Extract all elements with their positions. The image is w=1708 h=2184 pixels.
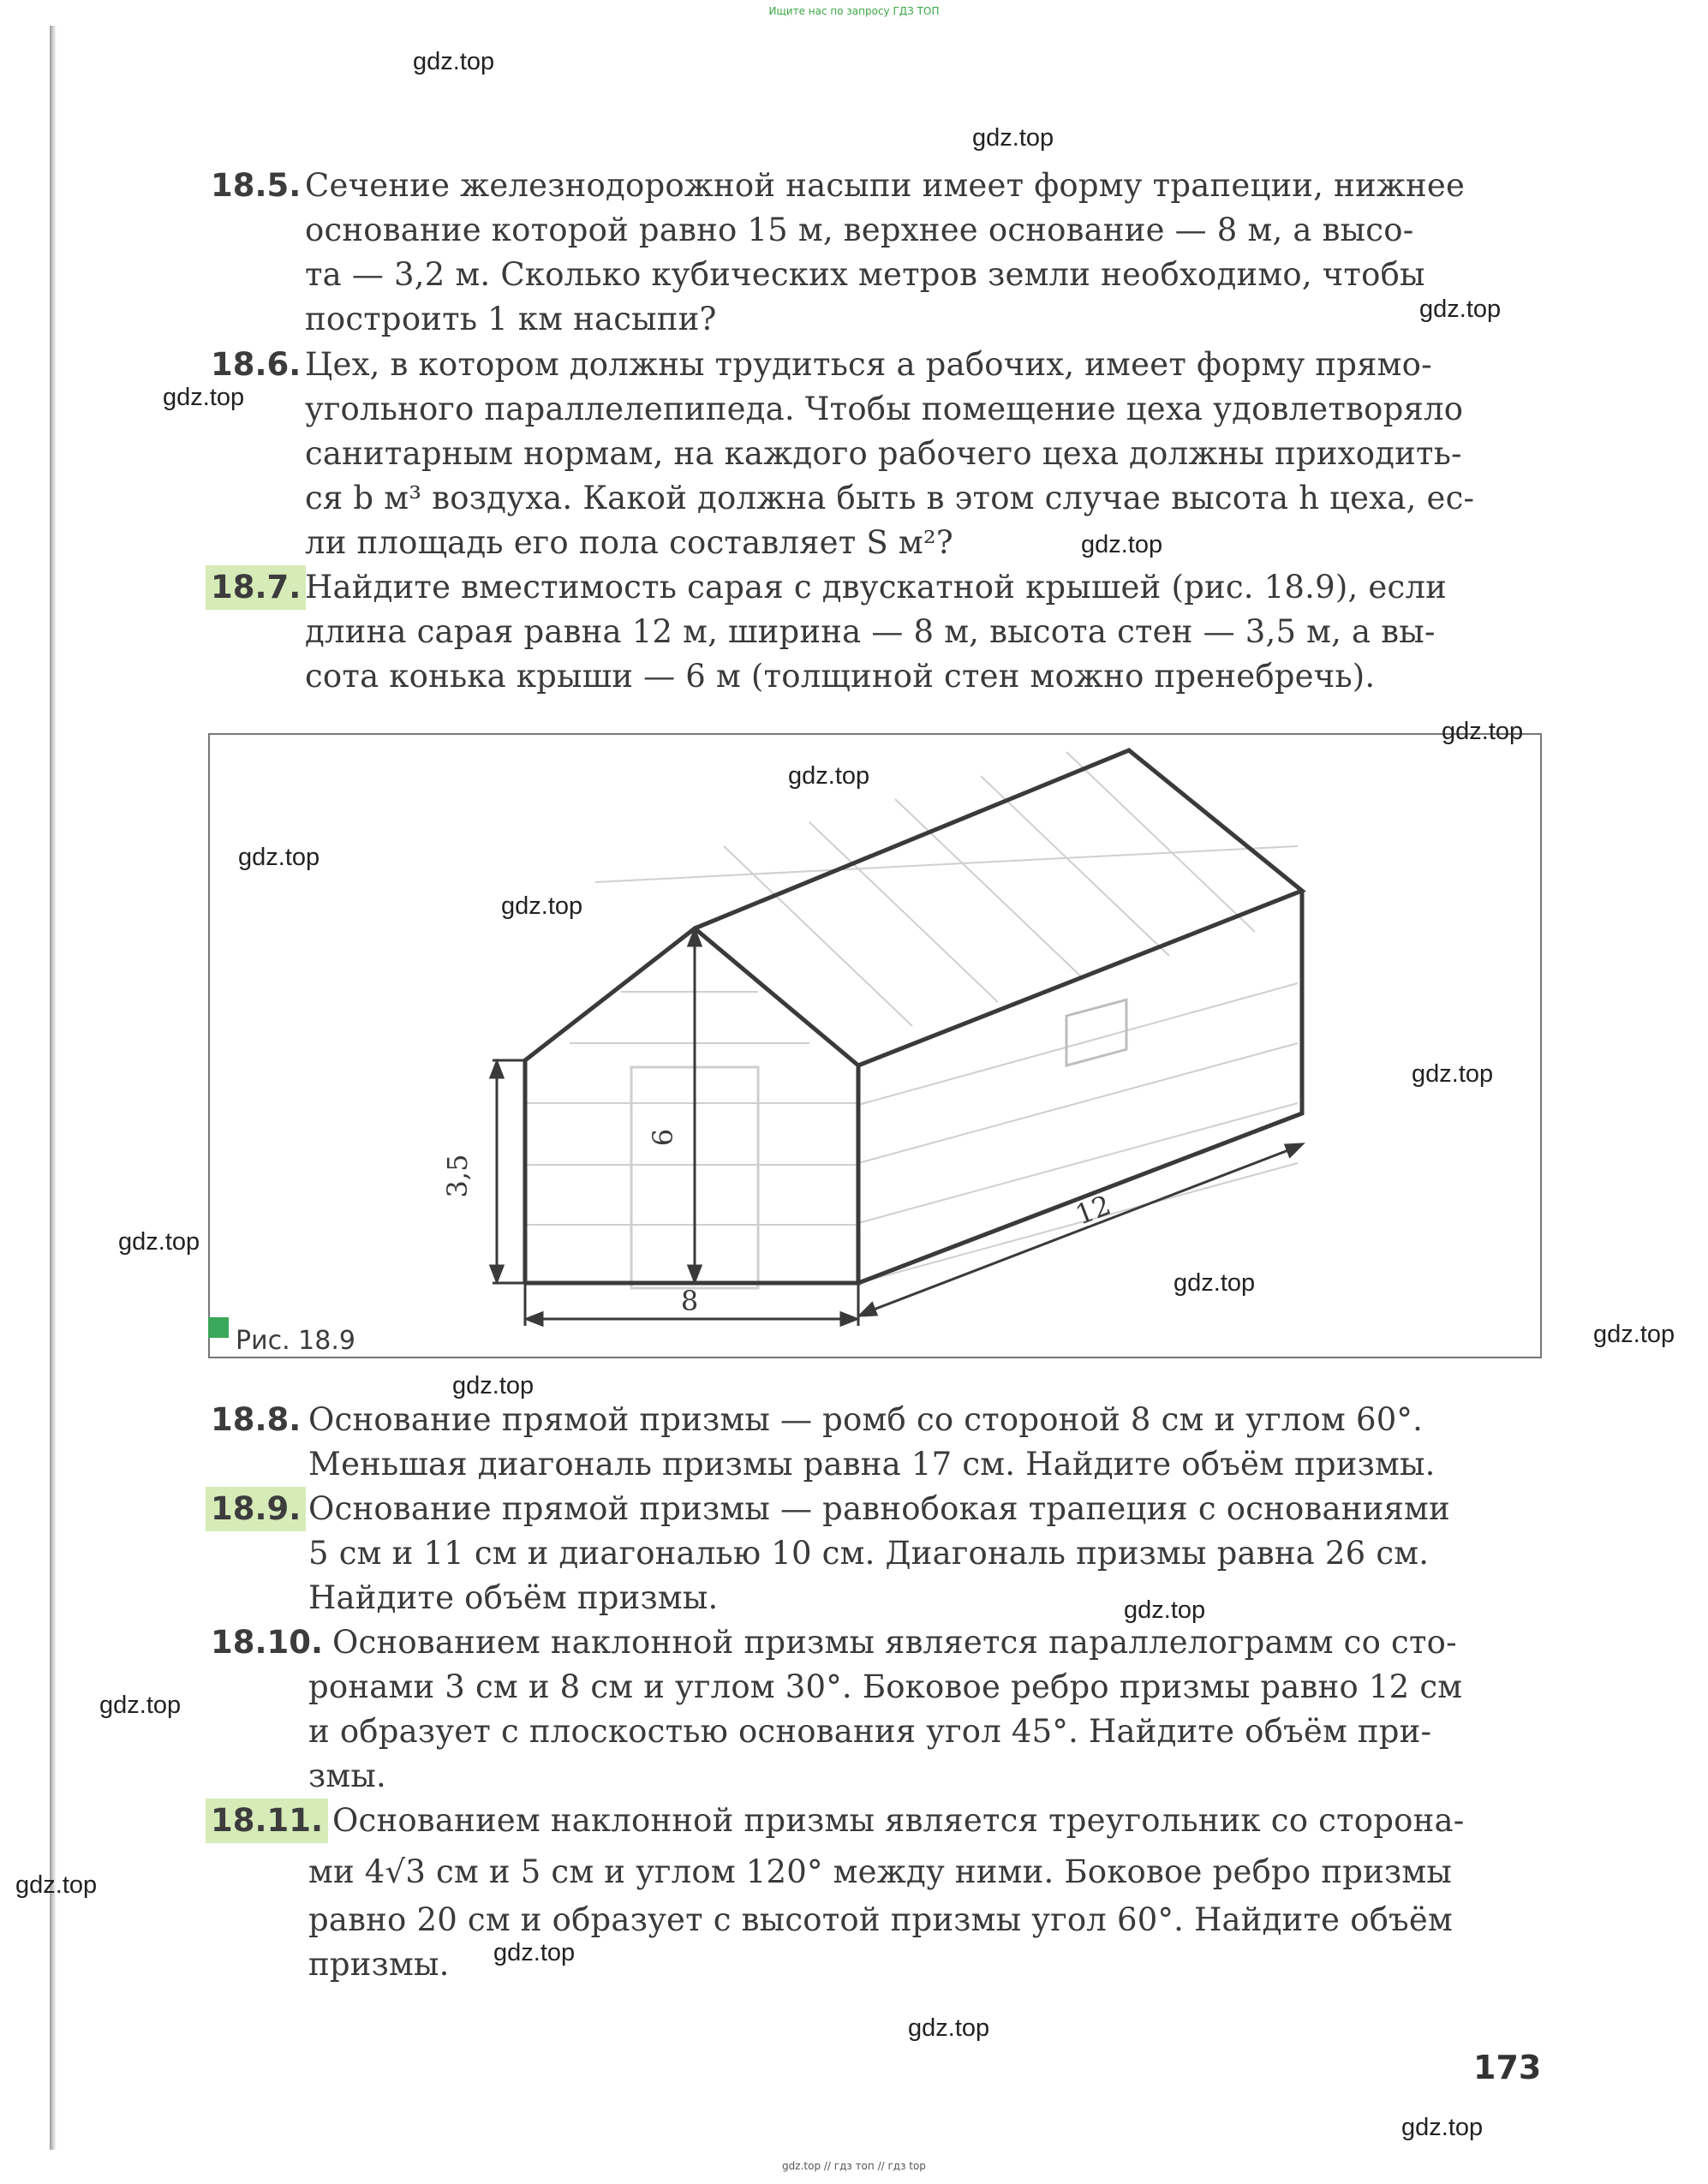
watermark: gdz.top xyxy=(452,1372,534,1399)
problem-text-line: ронами 3 см и 8 см и углом 30°. Боковое ребро призмы равно 12 см xyxy=(308,1668,1463,1705)
problem-text-line: угольного параллелепипеда. Чтобы помещение цеха удовлетворяло xyxy=(305,391,1464,427)
watermark: gdz.top xyxy=(1593,1321,1675,1348)
problem-text-line: и образует с плоскостью основания угол 45°. Найдите объём при- xyxy=(308,1713,1432,1750)
plank-line xyxy=(895,799,1084,979)
watermark: gdz.top xyxy=(413,48,495,75)
front-face xyxy=(525,928,858,1283)
plank-line xyxy=(595,846,1298,882)
arrow-head xyxy=(841,1313,857,1325)
arrow-head xyxy=(491,1062,503,1077)
problem-text-line: длина сарая равна 12 м, ширина — 8 м, высота стен — 3,5 м, а вы- xyxy=(305,613,1436,650)
problem-number: 18.8. xyxy=(211,1401,302,1438)
problem-text-line: построить 1 км насыпи? xyxy=(305,301,717,337)
problem-number: 18.10. xyxy=(211,1624,324,1661)
watermark: gdz.top xyxy=(15,1871,98,1899)
problem-text-line: Основание прямой призмы — ромб со стороной 8 см и углом 60°. xyxy=(308,1401,1424,1438)
problem-text-line: Цех, в котором должны трудиться a рабочих, имеет форму прямо- xyxy=(305,346,1432,383)
arrow-head xyxy=(860,1304,876,1316)
roof-edges xyxy=(695,750,1302,1065)
problem-text-line: призмы. xyxy=(308,1946,450,1983)
watermark: gdz.top xyxy=(908,2014,990,2042)
watermark: gdz.top xyxy=(1401,2114,1484,2141)
side-planks xyxy=(858,983,1298,1283)
problem-text-line: равно 20 см и образует с высотой призмы угол 60°. Найдите объём xyxy=(308,1901,1454,1938)
problem-text-line: Найдите объём призмы. xyxy=(308,1579,719,1616)
arrow-head xyxy=(527,1313,542,1325)
problem-text-line: та — 3,2 м. Сколько кубических метров земли необходимо, чтобы xyxy=(305,256,1425,293)
plank-line xyxy=(858,983,1298,1105)
watermark: gdz.top xyxy=(99,1692,182,1719)
problem-number: 18.11. xyxy=(206,1799,328,1843)
watermark: gdz.top xyxy=(163,384,245,411)
arrow-head xyxy=(491,1266,503,1281)
problem-text-line: змы. xyxy=(308,1757,386,1794)
label-wall-height: 3,5 xyxy=(441,1154,474,1198)
plank-line xyxy=(981,776,1169,956)
barn-drawing xyxy=(210,735,1540,1357)
page-binding-shadow xyxy=(50,26,57,2150)
figure-18-9 xyxy=(208,733,1542,1358)
watermark: gdz.top xyxy=(1124,1596,1206,1624)
problem-number: 18.9. xyxy=(206,1487,306,1531)
problem-number: 18.6. xyxy=(211,346,302,383)
figure-caption-text: Рис. 18.9 xyxy=(236,1326,355,1356)
watermark: gdz.top xyxy=(1174,1269,1256,1297)
problem-text-line: основание которой равно 15 м, верхнее основание — 8 м, а высо- xyxy=(305,212,1414,248)
figure-caption xyxy=(236,1326,355,1356)
label-ridge-height: 6 xyxy=(647,1128,679,1147)
problem-text-line: сота конька крыши — 6 м (толщиной стен можно пренебречь). xyxy=(305,658,1376,695)
watermark: gdz.top xyxy=(493,1939,576,1966)
footer-note: gdz.top // гдз топ // гдз top xyxy=(782,2160,926,2172)
watermark: gdz.top xyxy=(972,124,1054,152)
problem-text-line: 5 см и 11 см и диагональю 10 см. Диагональ призмы равна 26 см. xyxy=(308,1535,1430,1572)
arrow-head xyxy=(1286,1144,1302,1156)
plank-line xyxy=(858,1163,1298,1283)
problem-number: 18.5. xyxy=(211,167,302,204)
problem-text-line: Основание прямой призмы — равнобокая трапеция с основаниями xyxy=(308,1490,1450,1527)
problem-text-line: Основанием наклонной призмы является параллелограмм со сто- xyxy=(332,1624,1457,1661)
problem-number: 18.7. xyxy=(206,565,306,610)
watermark: gdz.top xyxy=(1419,295,1502,323)
label-width: 8 xyxy=(680,1285,699,1317)
problem-text-line: ли площадь его пола составляет S м²? xyxy=(305,524,953,561)
page-number: 173 xyxy=(1473,2049,1542,2086)
problem-text-line: Найдите вместимость сарая с двускатной крышей (рис. 18.9), если xyxy=(305,569,1448,606)
barn-outline xyxy=(525,750,1302,1283)
problem-text-line: санитарным нормам, на каждого рабочего цеха должны приходить- xyxy=(305,435,1462,472)
watermark: gdz.top xyxy=(238,844,320,871)
arrow-head xyxy=(689,1266,701,1281)
problem-text-line: Сечение железнодорожной насыпи имеет форму трапеции, нижнее xyxy=(305,167,1466,204)
watermark: gdz.top xyxy=(788,762,870,790)
watermark: gdz.top xyxy=(118,1228,200,1256)
plank-line xyxy=(1066,752,1255,932)
problem-text-line: ми 4√3 см и 5 см и углом 120° между ними. Боковое ребро призмы xyxy=(308,1853,1452,1890)
problem-text-line: Меньшая диагональ призмы равна 17 см. Найдите объём призмы. xyxy=(308,1446,1436,1483)
watermark: gdz.top xyxy=(1081,531,1163,558)
plank-line xyxy=(724,846,912,1026)
label-length: 12 xyxy=(1071,1188,1115,1232)
problem-text-line: Основанием наклонной призмы является треугольник со сторона- xyxy=(332,1802,1465,1839)
header-note: Ищите нас по запросу ГДЗ ТОП xyxy=(768,5,940,17)
roof-planks xyxy=(595,752,1298,1026)
plank-line xyxy=(809,822,998,1002)
watermark: gdz.top xyxy=(501,892,583,920)
watermark: gdz.top xyxy=(1412,1060,1494,1088)
caption-marker xyxy=(208,1317,229,1338)
problem-text-line: ся b м³ воздуха. Какой должна быть в этом случае высота h цеха, ес- xyxy=(305,480,1475,516)
watermark: gdz.top xyxy=(1442,718,1524,745)
front-planks xyxy=(525,992,858,1283)
